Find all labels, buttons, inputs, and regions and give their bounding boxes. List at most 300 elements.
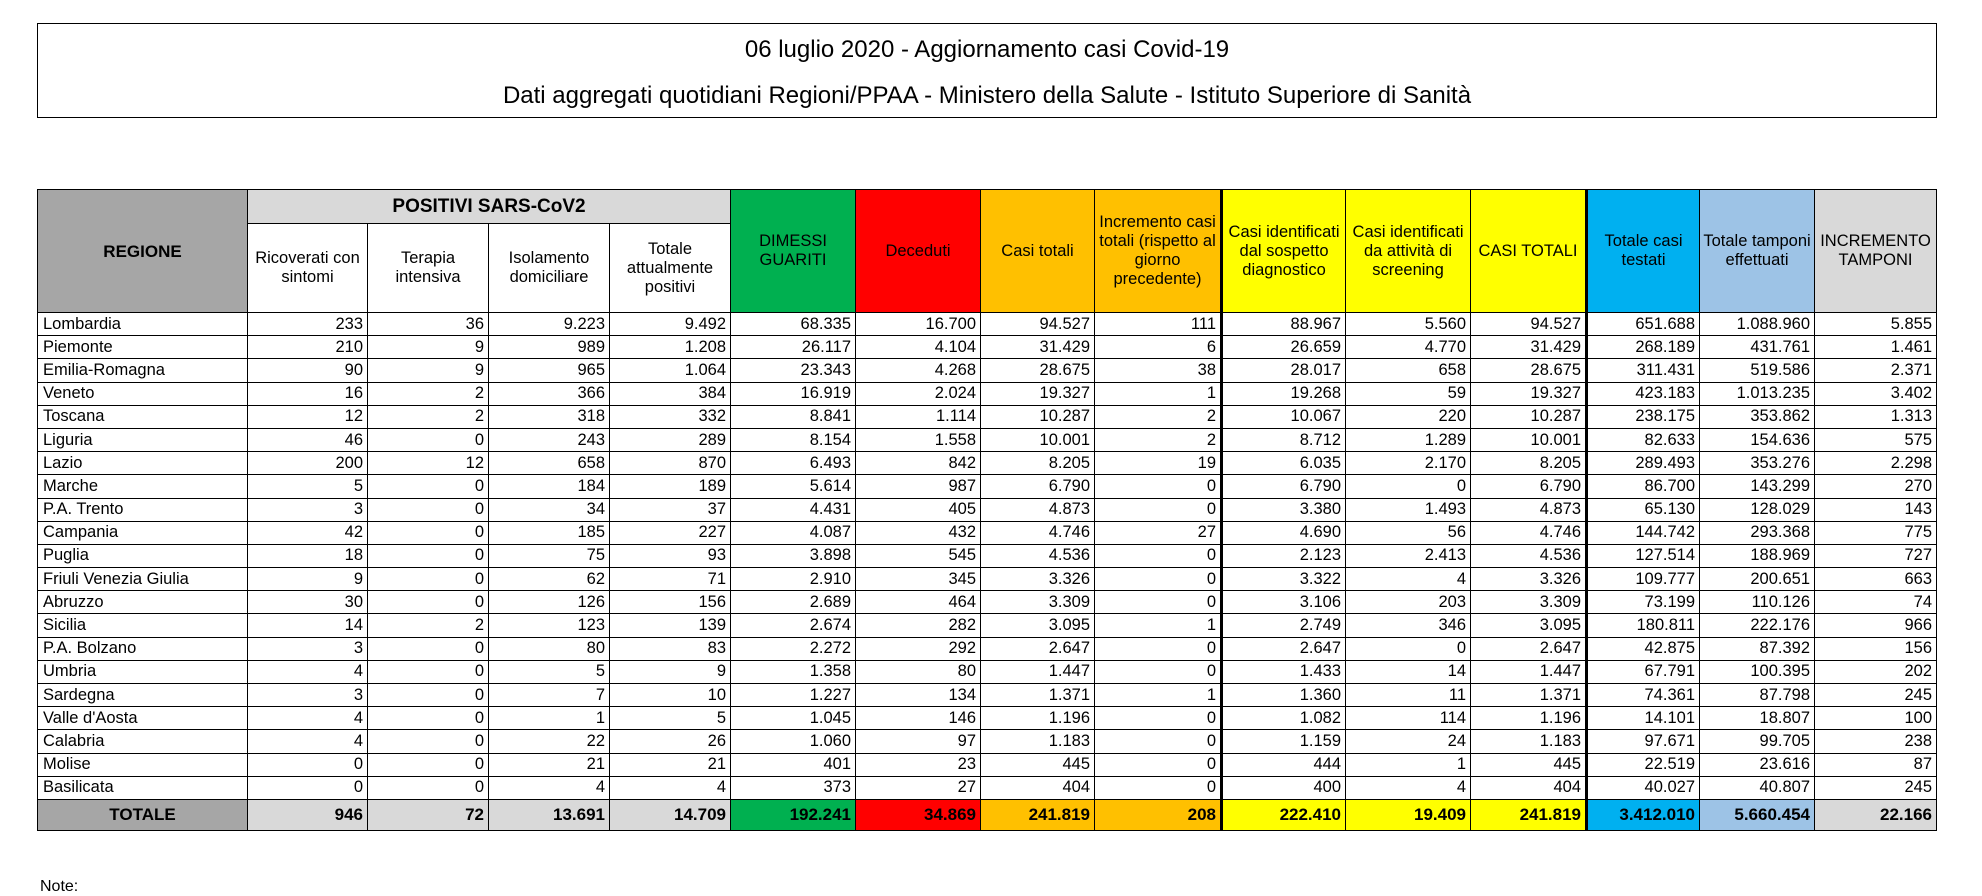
table-cell: 94.527 xyxy=(981,313,1095,336)
table-cell: 99.705 xyxy=(1700,730,1815,753)
header-casi-totali: Casi totali xyxy=(981,190,1095,313)
table-cell: 663 xyxy=(1815,568,1937,591)
table-cell: 233 xyxy=(248,313,368,336)
table-cell: 62 xyxy=(489,568,610,591)
table-cell: 401 xyxy=(731,753,856,776)
table-cell: 16.919 xyxy=(731,382,856,405)
table-cell: 431.761 xyxy=(1700,336,1815,359)
table-cell: 23 xyxy=(856,753,981,776)
table-cell: 2.910 xyxy=(731,568,856,591)
table-cell: 2.647 xyxy=(981,637,1095,660)
header-positivi-group: POSITIVI SARS-CoV2 xyxy=(248,190,731,224)
table-cell: 0 xyxy=(368,544,489,567)
table-cell: 9 xyxy=(610,660,731,683)
table-cell: 31.429 xyxy=(1471,336,1587,359)
table-cell: 200.651 xyxy=(1700,568,1815,591)
table-row xyxy=(38,498,1937,521)
table-cell: 222.176 xyxy=(1700,614,1815,637)
table-cell: 3.326 xyxy=(981,568,1095,591)
table-cell: 0 xyxy=(368,684,489,707)
table-cell: 8.205 xyxy=(981,452,1095,475)
table-cell: 0 xyxy=(1095,568,1222,591)
table-cell: 22.519 xyxy=(1587,753,1700,776)
table-cell: 1.360 xyxy=(1222,684,1346,707)
total-cell: 192.241 xyxy=(731,799,856,830)
table-cell: 128.029 xyxy=(1700,498,1815,521)
table-cell: 10.067 xyxy=(1222,405,1346,428)
table-cell: 5 xyxy=(610,707,731,730)
table-cell: 0 xyxy=(1095,730,1222,753)
table-row xyxy=(38,428,1937,451)
table-cell: 989 xyxy=(489,336,610,359)
table-cell: 82.633 xyxy=(1587,428,1700,451)
table-cell: 238 xyxy=(1815,730,1937,753)
table-cell: 110.126 xyxy=(1700,591,1815,614)
table-cell: 292 xyxy=(856,637,981,660)
table-cell: 23.616 xyxy=(1700,753,1815,776)
table-cell: 0 xyxy=(1346,637,1471,660)
table-cell: 184 xyxy=(489,475,610,498)
table-cell: 0 xyxy=(248,753,368,776)
table-cell: 318 xyxy=(489,405,610,428)
table-cell: 9 xyxy=(368,336,489,359)
table-cell: 7 xyxy=(489,684,610,707)
table-cell: 0 xyxy=(368,591,489,614)
table-cell: 6 xyxy=(1095,336,1222,359)
table-cell: 5 xyxy=(248,475,368,498)
table-cell: 10 xyxy=(610,684,731,707)
table-cell: 220 xyxy=(1346,405,1471,428)
table-row xyxy=(38,336,1937,359)
total-cell: 3.412.010 xyxy=(1587,799,1700,830)
table-cell: 188.969 xyxy=(1700,544,1815,567)
table-cell: 31.429 xyxy=(981,336,1095,359)
table-cell: 21 xyxy=(610,753,731,776)
table-cell: 2.413 xyxy=(1346,544,1471,567)
table-cell: 0 xyxy=(1095,591,1222,614)
table-cell: 423.183 xyxy=(1587,382,1700,405)
table-cell: 36 xyxy=(368,313,489,336)
table-row xyxy=(38,660,1937,683)
table-cell: 270 xyxy=(1815,475,1937,498)
table-row xyxy=(38,452,1937,475)
table-cell: 4.873 xyxy=(1471,498,1587,521)
table-cell: 100 xyxy=(1815,707,1937,730)
table-body xyxy=(38,313,1937,800)
total-cell: 13.691 xyxy=(489,799,610,830)
table-cell: 88.967 xyxy=(1222,313,1346,336)
table-cell: 519.586 xyxy=(1700,359,1815,382)
table-cell: 12 xyxy=(368,452,489,475)
table-cell: 97.671 xyxy=(1587,730,1700,753)
table-cell: 332 xyxy=(610,405,731,428)
table-cell: 345 xyxy=(856,568,981,591)
table-row xyxy=(38,544,1937,567)
table-cell: 1.558 xyxy=(856,428,981,451)
region-name: Toscana xyxy=(38,405,248,428)
table-cell: 86.700 xyxy=(1587,475,1700,498)
table-cell: 4.104 xyxy=(856,336,981,359)
total-cell: 208 xyxy=(1095,799,1222,830)
table-cell: 870 xyxy=(610,452,731,475)
table-cell: 965 xyxy=(489,359,610,382)
table-cell: 27 xyxy=(1095,521,1222,544)
table-cell: 14 xyxy=(1346,660,1471,683)
table-cell: 3.326 xyxy=(1471,568,1587,591)
table-cell: 5 xyxy=(489,660,610,683)
table-cell: 366 xyxy=(489,382,610,405)
table-cell: 10.287 xyxy=(981,405,1095,428)
table-cell: 3.402 xyxy=(1815,382,1937,405)
table-cell: 0 xyxy=(248,776,368,799)
total-cell: 5.660.454 xyxy=(1700,799,1815,830)
table-cell: 19.327 xyxy=(1471,382,1587,405)
table-cell: 1 xyxy=(1346,753,1471,776)
table-cell: 143.299 xyxy=(1700,475,1815,498)
table-cell: 4 xyxy=(1346,568,1471,591)
covid-data-table xyxy=(37,189,1937,831)
table-row xyxy=(38,753,1937,776)
table-cell: 404 xyxy=(1471,776,1587,799)
region-name: Sardegna xyxy=(38,684,248,707)
header-deceduti: Deceduti xyxy=(856,190,981,313)
table-cell: 1 xyxy=(1095,684,1222,707)
table-cell: 0 xyxy=(368,753,489,776)
table-cell: 4 xyxy=(248,660,368,683)
region-name: P.A. Trento xyxy=(38,498,248,521)
table-cell: 100.395 xyxy=(1700,660,1815,683)
table-cell: 16 xyxy=(248,382,368,405)
table-cell: 21 xyxy=(489,753,610,776)
table-cell: 1.289 xyxy=(1346,428,1471,451)
table-cell: 1.159 xyxy=(1222,730,1346,753)
table-cell: 2 xyxy=(368,614,489,637)
table-cell: 1.493 xyxy=(1346,498,1471,521)
table-cell: 0 xyxy=(368,428,489,451)
table-cell: 0 xyxy=(1095,544,1222,567)
table-cell: 139 xyxy=(610,614,731,637)
table-cell: 2.123 xyxy=(1222,544,1346,567)
table-cell: 2 xyxy=(368,382,489,405)
table-cell: 67.791 xyxy=(1587,660,1700,683)
table-cell: 268.189 xyxy=(1587,336,1700,359)
table-cell: 87 xyxy=(1815,753,1937,776)
table-cell: 289.493 xyxy=(1587,452,1700,475)
table-cell: 3.380 xyxy=(1222,498,1346,521)
table-cell: 404 xyxy=(981,776,1095,799)
region-name: P.A. Bolzano xyxy=(38,637,248,660)
total-cell: 222.410 xyxy=(1222,799,1346,830)
table-cell: 842 xyxy=(856,452,981,475)
table-cell: 2.689 xyxy=(731,591,856,614)
table-cell: 1.196 xyxy=(981,707,1095,730)
table-cell: 11 xyxy=(1346,684,1471,707)
table-cell: 775 xyxy=(1815,521,1937,544)
region-name: Lazio xyxy=(38,452,248,475)
table-cell: 1 xyxy=(1095,382,1222,405)
table-cell: 22 xyxy=(489,730,610,753)
table-cell: 3.898 xyxy=(731,544,856,567)
table-row xyxy=(38,521,1937,544)
table-cell: 37 xyxy=(610,498,731,521)
table-row xyxy=(38,707,1937,730)
table-cell: 1.227 xyxy=(731,684,856,707)
table-cell: 10.001 xyxy=(981,428,1095,451)
table-cell: 46 xyxy=(248,428,368,451)
table-cell: 4 xyxy=(1346,776,1471,799)
header-isolamento: Isolamento domiciliare xyxy=(489,224,610,313)
note-label: Note: xyxy=(40,878,79,895)
table-cell: 114 xyxy=(1346,707,1471,730)
region-name: Valle d'Aosta xyxy=(38,707,248,730)
table-cell: 19 xyxy=(1095,452,1222,475)
table-cell: 111 xyxy=(1095,313,1222,336)
table-cell: 4 xyxy=(248,730,368,753)
table-cell: 146 xyxy=(856,707,981,730)
table-cell: 90 xyxy=(248,359,368,382)
table-cell: 4.431 xyxy=(731,498,856,521)
table-cell: 0 xyxy=(1095,776,1222,799)
table-cell: 28.017 xyxy=(1222,359,1346,382)
total-cell: 241.819 xyxy=(1471,799,1587,830)
table-cell: 651.688 xyxy=(1587,313,1700,336)
table-cell: 6.790 xyxy=(1222,475,1346,498)
table-cell: 464 xyxy=(856,591,981,614)
table-cell: 1.064 xyxy=(610,359,731,382)
table-cell: 134 xyxy=(856,684,981,707)
table-cell: 2.647 xyxy=(1222,637,1346,660)
table-row xyxy=(38,614,1937,637)
table-cell: 8.712 xyxy=(1222,428,1346,451)
table-cell: 1.196 xyxy=(1471,707,1587,730)
table-cell: 0 xyxy=(368,707,489,730)
table-cell: 289 xyxy=(610,428,731,451)
table-cell: 16.700 xyxy=(856,313,981,336)
table-cell: 1.371 xyxy=(981,684,1095,707)
table-cell: 9 xyxy=(248,568,368,591)
table-cell: 4.770 xyxy=(1346,336,1471,359)
table-cell: 38 xyxy=(1095,359,1222,382)
table-cell: 27 xyxy=(856,776,981,799)
table-cell: 73.199 xyxy=(1587,591,1700,614)
table-cell: 23.343 xyxy=(731,359,856,382)
table-cell: 3.106 xyxy=(1222,591,1346,614)
table-cell: 0 xyxy=(368,521,489,544)
table-cell: 293.368 xyxy=(1700,521,1815,544)
table-cell: 80 xyxy=(856,660,981,683)
table-cell: 4 xyxy=(610,776,731,799)
table-cell: 74.361 xyxy=(1587,684,1700,707)
table-cell: 123 xyxy=(489,614,610,637)
table-cell: 19.327 xyxy=(981,382,1095,405)
table-cell: 4.536 xyxy=(981,544,1095,567)
table-cell: 6.035 xyxy=(1222,452,1346,475)
table-cell: 1 xyxy=(1095,614,1222,637)
table-cell: 0 xyxy=(1095,707,1222,730)
table-cell: 6.493 xyxy=(731,452,856,475)
table-cell: 1.461 xyxy=(1815,336,1937,359)
region-name: Umbria xyxy=(38,660,248,683)
table-cell: 203 xyxy=(1346,591,1471,614)
table-cell: 0 xyxy=(1346,475,1471,498)
table-cell: 40.807 xyxy=(1700,776,1815,799)
region-name: Puglia xyxy=(38,544,248,567)
table-cell: 144.742 xyxy=(1587,521,1700,544)
table-cell: 0 xyxy=(368,730,489,753)
table-cell: 143 xyxy=(1815,498,1937,521)
table-cell: 28.675 xyxy=(1471,359,1587,382)
table-row xyxy=(38,405,1937,428)
table-cell: 68.335 xyxy=(731,313,856,336)
table-row xyxy=(38,684,1937,707)
table-cell: 4.690 xyxy=(1222,521,1346,544)
table-cell: 93 xyxy=(610,544,731,567)
header-ricoverati: Ricoverati con sintomi xyxy=(248,224,368,313)
region-name: Abruzzo xyxy=(38,591,248,614)
table-cell: 12 xyxy=(248,405,368,428)
table-cell: 1.045 xyxy=(731,707,856,730)
header-dimessi: DIMESSI GUARITI xyxy=(731,190,856,313)
table-cell: 245 xyxy=(1815,776,1937,799)
table-cell: 400 xyxy=(1222,776,1346,799)
table-cell: 3.095 xyxy=(1471,614,1587,637)
table-cell: 26.117 xyxy=(731,336,856,359)
table-cell: 24 xyxy=(1346,730,1471,753)
table-cell: 727 xyxy=(1815,544,1937,567)
table-cell: 2 xyxy=(1095,405,1222,428)
table-cell: 1.313 xyxy=(1815,405,1937,428)
table-cell: 5.560 xyxy=(1346,313,1471,336)
table-cell: 4.087 xyxy=(731,521,856,544)
table-cell: 156 xyxy=(1815,637,1937,660)
table-cell: 2.371 xyxy=(1815,359,1937,382)
table-cell: 1.447 xyxy=(981,660,1095,683)
table-cell: 1.060 xyxy=(731,730,856,753)
table-cell: 2.024 xyxy=(856,382,981,405)
table-cell: 83 xyxy=(610,637,731,660)
table-cell: 3 xyxy=(248,684,368,707)
table-cell: 75 xyxy=(489,544,610,567)
table-cell: 1.433 xyxy=(1222,660,1346,683)
table-cell: 10.287 xyxy=(1471,405,1587,428)
region-name: Emilia-Romagna xyxy=(38,359,248,382)
table-cell: 3 xyxy=(248,637,368,660)
total-cell: 34.869 xyxy=(856,799,981,830)
table-cell: 575 xyxy=(1815,428,1937,451)
table-cell: 4.268 xyxy=(856,359,981,382)
table-cell: 74 xyxy=(1815,591,1937,614)
total-cell: 946 xyxy=(248,799,368,830)
table-cell: 18.807 xyxy=(1700,707,1815,730)
table-cell: 14 xyxy=(248,614,368,637)
report-subtitle: Dati aggregati quotidiani Regioni/PPAA - Ministero della Salute - Istituto Superiore di Sanità xyxy=(502,82,1472,109)
table-cell: 0 xyxy=(368,660,489,683)
table-cell: 154.636 xyxy=(1700,428,1815,451)
table-row xyxy=(38,313,1937,336)
region-name: Lombardia xyxy=(38,313,248,336)
table-cell: 4.536 xyxy=(1471,544,1587,567)
table-row xyxy=(38,637,1937,660)
table-cell: 0 xyxy=(1095,475,1222,498)
table-cell: 1.013.235 xyxy=(1700,382,1815,405)
table-cell: 1.358 xyxy=(731,660,856,683)
total-cell: TOTALE xyxy=(38,799,248,830)
table-cell: 185 xyxy=(489,521,610,544)
table-cell: 0 xyxy=(368,568,489,591)
table-cell: 8.205 xyxy=(1471,452,1587,475)
table-cell: 97 xyxy=(856,730,981,753)
table-cell: 658 xyxy=(1346,359,1471,382)
header-casi-testati: Totale casi testati xyxy=(1587,190,1700,313)
table-cell: 210 xyxy=(248,336,368,359)
table-row xyxy=(38,475,1937,498)
table-cell: 42 xyxy=(248,521,368,544)
table-cell: 202 xyxy=(1815,660,1937,683)
table-cell: 1.208 xyxy=(610,336,731,359)
table-cell: 4 xyxy=(489,776,610,799)
header-incremento-tamponi: INCREMENTO TAMPONI xyxy=(1815,190,1937,313)
table-cell: 238.175 xyxy=(1587,405,1700,428)
table-row xyxy=(38,568,1937,591)
table-cell: 243 xyxy=(489,428,610,451)
table-cell: 94.527 xyxy=(1471,313,1587,336)
table-cell: 2.647 xyxy=(1471,637,1587,660)
header-terapia: Terapia intensiva xyxy=(368,224,489,313)
region-name: Molise xyxy=(38,753,248,776)
table-cell: 28.675 xyxy=(981,359,1095,382)
region-name: Liguria xyxy=(38,428,248,451)
table-cell: 3.309 xyxy=(1471,591,1587,614)
table-row xyxy=(38,730,1937,753)
title-box xyxy=(37,23,1937,118)
table-cell: 4.873 xyxy=(981,498,1095,521)
table-cell: 0 xyxy=(1095,753,1222,776)
table-row xyxy=(38,591,1937,614)
table-cell: 1.447 xyxy=(1471,660,1587,683)
table-cell: 9.492 xyxy=(610,313,731,336)
table-cell: 2 xyxy=(368,405,489,428)
table-cell: 59 xyxy=(1346,382,1471,405)
table-cell: 2.674 xyxy=(731,614,856,637)
header-incremento: Incremento casi totali (rispetto al giorno precedente) xyxy=(1095,190,1222,313)
region-name: Basilicata xyxy=(38,776,248,799)
table-cell: 445 xyxy=(1471,753,1587,776)
table-cell: 4.746 xyxy=(1471,521,1587,544)
table-cell: 3 xyxy=(248,498,368,521)
table-cell: 0 xyxy=(368,637,489,660)
table-cell: 18 xyxy=(248,544,368,567)
table-cell: 966 xyxy=(1815,614,1937,637)
table-cell: 26 xyxy=(610,730,731,753)
table-cell: 127.514 xyxy=(1587,544,1700,567)
report-title: 06 luglio 2020 - Aggiornamento casi Covid-19 xyxy=(744,36,1230,63)
table-cell: 432 xyxy=(856,521,981,544)
table-cell: 4.746 xyxy=(981,521,1095,544)
table-cell: 6.790 xyxy=(1471,475,1587,498)
region-name: Sicilia xyxy=(38,614,248,637)
table-cell: 0 xyxy=(368,475,489,498)
table-cell: 8.841 xyxy=(731,405,856,428)
table-cell: 6.790 xyxy=(981,475,1095,498)
table-cell: 2.170 xyxy=(1346,452,1471,475)
table-cell: 26.659 xyxy=(1222,336,1346,359)
table-cell: 227 xyxy=(610,521,731,544)
header-tamponi: Totale tamponi effettuati xyxy=(1700,190,1815,313)
table-row xyxy=(38,776,1937,799)
region-name: Piemonte xyxy=(38,336,248,359)
header-casi-totali-caps: CASI TOTALI xyxy=(1471,190,1587,313)
table-cell: 200 xyxy=(248,452,368,475)
